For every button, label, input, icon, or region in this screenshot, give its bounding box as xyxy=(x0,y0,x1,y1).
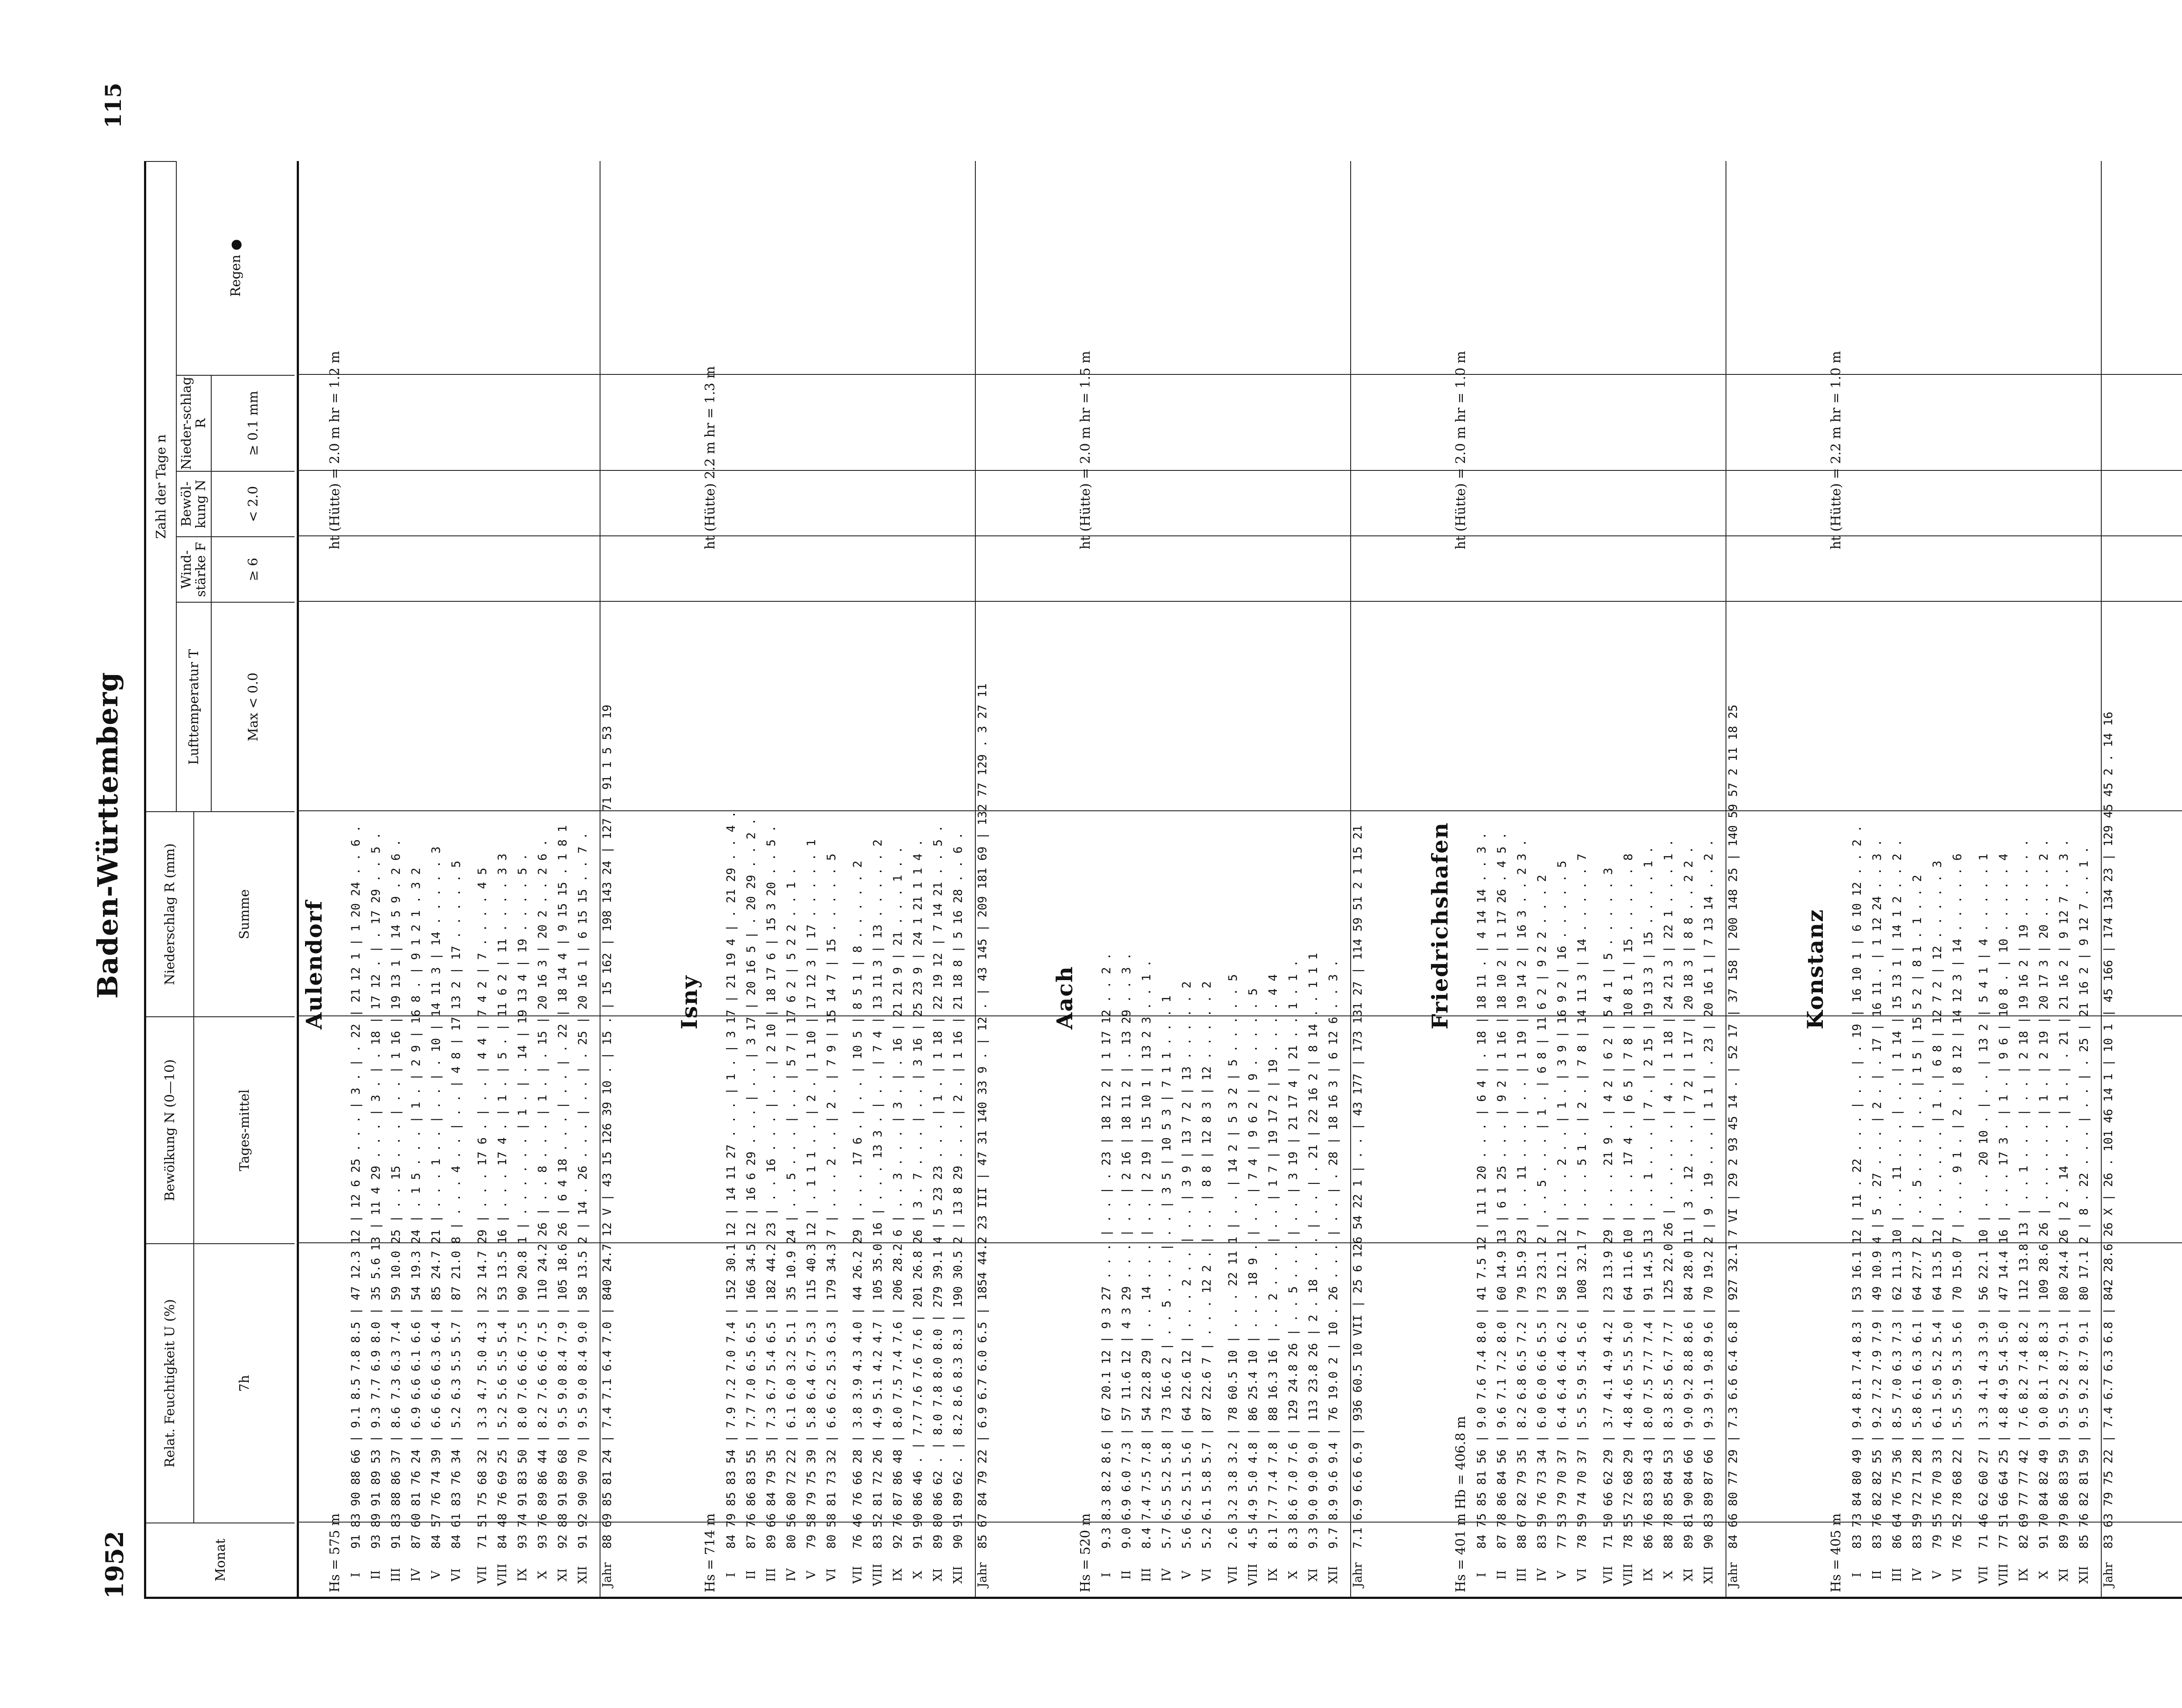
station-section xyxy=(1427,161,1802,1597)
table-row xyxy=(1890,161,1904,1597)
row-values: 89 81 90 84 66 | 9.0 9.2 8.8 8.6 | 84 28.0 11 | 3 . 12 . . . | 7 2 | 1 17 | 20 18 3 | 8 8 . . 2 2 . xyxy=(1682,846,1695,1549)
month-label: III xyxy=(389,1568,403,1582)
table-row xyxy=(1246,161,1260,1597)
table-row xyxy=(600,161,614,1597)
month-label: XI xyxy=(556,1568,570,1581)
month-label: III xyxy=(1140,1568,1153,1582)
row-values: 88 69 85 81 24 | 7.4 7.1 6.4 7.0 | 840 24.7 12 V | 43 15 126 39 10 . | 15 . | 15 162 | 198 143 24 | 127 71 91 1 5 53 19 xyxy=(600,704,614,1549)
station-name: Isny xyxy=(676,975,702,1029)
table-row xyxy=(1642,161,1656,1597)
table-row xyxy=(476,161,490,1597)
month-label: VI xyxy=(825,1568,838,1582)
row-values: 83 76 82 82 55 | 9.2 7.2 7.9 7.9 | 49 10.9 4 | 5 . 27 . . . | 2 . | . 17 | 16 11 . | 1 12 24 . . 3 . xyxy=(1870,839,1884,1549)
bew-cols-label: Tages-mittel xyxy=(237,1089,252,1171)
row-values: 80 56 80 72 22 | 6.1 6.0 3.2 5.1 | 35 10.9 24 | . . 5 . . . | . . | 5 7 | 17 6 2 | 5 2 2 . . 1 . xyxy=(785,868,798,1549)
month-label: I xyxy=(1850,1572,1864,1578)
row-values: 85 76 82 81 59 | 9.5 9.2 8.7 9.1 | 80 17.1 2 | 8 . 22 . . . | . . | . 25 | 21 16 2 | 9 12 7 . . 1 . xyxy=(2077,846,2091,1549)
table-row xyxy=(1266,161,1280,1597)
table-row xyxy=(724,161,738,1597)
month-label: V xyxy=(1555,1571,1569,1579)
station-instrument-heights: ht (Hütte) = 2.0 m hr = 1.2 m xyxy=(327,351,343,549)
month-label: XII xyxy=(1327,1566,1340,1584)
table-body xyxy=(297,161,2182,1599)
table-row xyxy=(369,161,383,1597)
lt-cols-label: Max < 0.0 xyxy=(245,672,261,741)
table-row xyxy=(1555,161,1569,1597)
row-values: 88 67 82 79 35 | 8.2 6.8 6.5 7.2 | 79 15.9 23 | . . 11 . . . | . . | 1 19 | 19 14 2 | 16 3 . . 2 3 . xyxy=(1515,839,1529,1549)
station-name: Friedrichshafen xyxy=(1427,822,1453,1029)
header-monat: Monat xyxy=(146,1523,295,1597)
table-row xyxy=(871,161,885,1597)
row-values: 86 76 83 83 43 | 8.0 7.5 7.7 7.4 | 91 14.5 13 | . . 1 . . . | 7 . | 2 15 | 19 13 3 | 15 . . . . 1 . xyxy=(1642,846,1655,1549)
table-row xyxy=(556,161,570,1597)
station-section xyxy=(1052,161,1427,1597)
header-zahl: Zahl der Tage n xyxy=(146,161,177,811)
row-values: 5.2 6.1 5.8 5.7 | 87 22.6 7 | . . . 12 2 . | . . | 8 8 | 12 8 3 | 12 . . . . . 2 xyxy=(1200,981,1214,1549)
table-row xyxy=(825,161,839,1597)
station-height: Hs = 401 m Hb = 406.8 m xyxy=(1453,1416,1468,1592)
niedt-cols-label: ≥ 0.1 mm xyxy=(245,391,261,456)
month-label: VII xyxy=(851,1566,865,1584)
row-values: 9.3 9.0 9.0 9.0 | 113 23.8 26 | 2 . 18 . . . | . . | . 21 | 22 16 2 | 8 14 . . 1 1 1 xyxy=(1307,953,1320,1549)
month-label: X xyxy=(911,1571,925,1579)
table-row xyxy=(911,161,925,1597)
header-bewoelkung: Bewölkung N (0—10) xyxy=(146,1016,194,1243)
wind-cols-label: ≥ 6 xyxy=(245,558,261,581)
table-row xyxy=(2057,161,2071,1597)
month-label: IX xyxy=(2017,1568,2031,1581)
table-row xyxy=(409,161,423,1597)
row-values: 78 55 72 68 29 | 4.8 4.6 5.5 5.0 | 64 11.6 10 | . . . 17 4 . | 6 5 | 7 8 | 10 8 1 | 15 . . . . . 8 xyxy=(1622,853,1635,1549)
table-row xyxy=(1702,161,1716,1597)
month-label: VIII xyxy=(496,1564,509,1586)
station-section xyxy=(301,161,676,1597)
month-label: II xyxy=(744,1570,758,1580)
header-phen-cols xyxy=(177,161,295,375)
table-row xyxy=(805,161,819,1597)
row-values: 87 60 81 76 24 | 6.9 6.6 6.1 6.6 | 54 19.3 24 | . 1 5 . . . | 1 . | 2 9 | 16 8 . | 9 1 2 1 . 3 2 xyxy=(409,868,423,1549)
row-values: 5.6 6.2 5.1 5.6 | 64 22.6 12 | . . . 2 . . | . . | 3 9 | 13 7 2 | 13 . . . . . 2 xyxy=(1180,981,1194,1549)
row-values: 92 88 91 89 68 | 9.5 9.0 8.4 7.9 | 105 18.6 26 | 6 4 18 . . . | . . | . 22 | 18 14 4 | 9 15 15 . 1 8 1 xyxy=(556,825,570,1549)
feuchte-cols-label: 7h xyxy=(237,1375,252,1392)
row-values: 80 58 81 73 32 | 6.6 6.2 5.3 6.3 | 179 34.3 7 | . . . 2 . . | 2 . | 7 9 | 15 14 7 | 15 . . . . . 5 xyxy=(825,853,838,1549)
table-row xyxy=(1307,161,1321,1597)
table-row xyxy=(1911,161,1925,1597)
row-values: 91 83 90 88 66 | 9.1 8.5 7.8 8.5 | 47 12.3 12 | 12 6 25 . . . | 3 . | . 22 | 21 12 1 | 1 20 24 . . 6 . xyxy=(349,825,363,1549)
table-row xyxy=(429,161,443,1597)
month-label: XI xyxy=(2057,1568,2071,1581)
row-values: 83 59 76 73 34 | 6.0 6.0 6.6 5.5 | 73 23.1 2 | . . 5 . . . | 1 . | 6 8 | 11 6 2 | 9 2 2 . . . 2 xyxy=(1535,875,1549,1549)
month-label: III xyxy=(765,1568,778,1582)
month-label: VII xyxy=(1226,1566,1240,1584)
month-label: V xyxy=(1180,1571,1194,1579)
month-label: IX xyxy=(516,1568,529,1581)
page-number: 115 xyxy=(100,82,126,128)
table-row xyxy=(1662,161,1676,1597)
month-label: XII xyxy=(576,1566,590,1584)
month-label: IX xyxy=(1266,1568,1280,1581)
table-row xyxy=(1951,161,1965,1597)
month-label: Jahr xyxy=(600,1562,614,1588)
month-label: IV xyxy=(1535,1568,1549,1582)
row-values: 71 51 75 68 32 | 3.3 4.7 5.0 4.3 | 32 14.7 29 | . . . 17 6 . | . . | 4 4 | 7 4 2 | 7 . . . . 4 5 xyxy=(476,868,489,1549)
row-values: 78 59 74 70 37 | 5.5 5.9 5.4 5.6 | 108 32.1 7 | . . . 5 1 . | 2 . | 7 8 | 14 11 3 | 14 . . . . . 7 xyxy=(1575,853,1589,1549)
station-height: Hs = 714 m xyxy=(703,1513,718,1592)
row-values: 77 51 66 64 25 | 4.8 4.9 5.4 5.0 | 47 14.4 16 | . . . 17 3 . | 1 . | 9 6 | 10 8 . | 10 . . . . . 4 xyxy=(1997,853,2010,1549)
row-values: 71 46 62 60 27 | 3.3 4.1 4.3 3.9 | 56 22.1 10 | . . . 20 10 . | . . | 13 2 | 5 4 1 | 4 . . . . . 1 xyxy=(1977,853,1990,1549)
table-row xyxy=(1535,161,1549,1597)
row-values: 84 66 80 77 29 | 7.3 6.6 6.4 6.8 | 927 32.1 7 VI | 29 2 93 45 14 . | 52 17 | 37 158 | 200 148 25 | 140 59 57 2 11 18 25 xyxy=(1726,704,1740,1549)
header-nied-cols xyxy=(194,811,295,1016)
row-values: 82 69 77 77 42 | 7.6 8.2 7.4 8.2 | 112 13.8 13 | . . 1 . . . | . . | 2 18 | 19 16 2 | 19 . . . . . . xyxy=(2017,839,2031,1549)
header-lufttemp: Lufttemperatur T xyxy=(177,602,212,811)
row-values: 7.1 6.9 6.6 6.9 | 936 60.5 10 VII | 25 6 126 54 22 1 | . . | 43 177 | 173 131 27 | 114 59 51 2 1 15 21 xyxy=(1351,825,1365,1549)
row-values: 89 66 84 79 35 | 7.3 6.7 5.4 6.5 | 182 44.2 23 | . . 16 . . . | . . | 2 10 | 18 17 6 | 15 3 20 . . 5 . xyxy=(765,825,778,1549)
table-row xyxy=(2077,161,2091,1597)
month-label: II xyxy=(369,1570,383,1580)
row-values: 79 58 79 75 39 | 5.8 6.4 6.7 5.3 | 115 40.3 12 | . 1 1 1 . . | 2 . | 1 10 | 17 12 3 | 17 . . . . . 1 xyxy=(805,839,818,1549)
table-row xyxy=(2017,161,2031,1597)
month-label: VIII xyxy=(1622,1564,1635,1586)
row-values: 93 76 89 86 44 | 8.2 7.6 6.6 7.5 | 110 24.2 26 | . . 8 . . . | 1 . | . 15 | 20 16 3 | 20 2 . . 2 6 . xyxy=(536,839,549,1549)
page-year: 1952 xyxy=(100,1531,129,1599)
header-bewoelkung-cols xyxy=(194,1016,295,1243)
station-height: Hs = 575 m xyxy=(327,1513,343,1592)
table-row xyxy=(765,161,779,1597)
header-nied-tage: Nieder-schlag R xyxy=(177,375,212,471)
header-lufttemp-cols xyxy=(212,602,295,811)
table-row xyxy=(516,161,530,1597)
month-label: XII xyxy=(1702,1566,1715,1584)
row-values: 89 80 86 62 . | 8.0 7.8 8.0 8.0 | 279 39.1 4 | 5 23 23 . . . | 1 . | 1 18 | 22 19 12 | 7 14 21 . . 5 . xyxy=(931,825,945,1549)
table-row xyxy=(1160,161,1174,1597)
table-row xyxy=(496,161,510,1597)
row-values: 93 89 91 89 53 | 9.3 7.7 6.9 8.0 | 35 5.6 13 | 11 4 29 . . . | 3 . | . 18 | 17 12 . | . 17 29 . . 5 . xyxy=(369,832,383,1549)
row-values: 85 67 84 79 22 | 6.9 6.7 6.0 6.5 | 1854 44.2 23 III | 47 31 140 33 9 . | 12 . | 43 145 | 209 181 69 | 132 77 129 . 3 27 11 xyxy=(976,683,989,1549)
month-label: I xyxy=(724,1572,738,1578)
month-label: I xyxy=(1100,1572,1113,1578)
month-label: IV xyxy=(409,1568,423,1582)
row-values: 9.3 8.3 8.2 8.6 | 67 20.1 12 | 9 3 27 . . . | . . | . 23 | 18 12 2 | 1 17 12 . . 2 . xyxy=(1100,953,1113,1549)
table-row xyxy=(1515,161,1529,1597)
table-row xyxy=(1200,161,1214,1597)
table-row xyxy=(891,161,905,1597)
table-row xyxy=(1140,161,1154,1597)
month-label: V xyxy=(1931,1571,1944,1579)
month-label: Jahr xyxy=(1726,1562,1740,1588)
month-label: XI xyxy=(1307,1568,1320,1581)
month-label: X xyxy=(1287,1571,1300,1579)
row-values: 91 70 84 82 49 | 9.0 8.1 7.8 8.3 | 109 28.6 26 | . . . . . . | 1 . | 2 19 | 20 17 3 | 20 . . . . 2 . xyxy=(2037,839,2051,1549)
table-row xyxy=(2101,161,2116,1597)
station-instrument-heights: ht (Hütte) 2.2 m hr = 1.3 m xyxy=(703,366,718,549)
table-row xyxy=(1726,161,1740,1597)
station-instrument-heights: ht (Hütte) = 2.2 m hr = 1.0 m xyxy=(1829,351,1844,549)
station-section xyxy=(1802,161,2178,1597)
header-bew-tage-cols xyxy=(212,471,295,536)
row-values: 86 64 76 75 36 | 8.5 7.0 6.3 7.3 | 62 11.3 10 | . . 11 . . . | . . | 1 14 | 15 13 1 | 14 1 2 . . 2 . xyxy=(1890,839,1904,1549)
table-row xyxy=(1327,161,1341,1597)
table-row xyxy=(1931,161,1945,1597)
header-bew-tage: Bewöl-kung N xyxy=(177,471,212,536)
table-row xyxy=(536,161,550,1597)
table-row xyxy=(1997,161,2011,1597)
header-niederschlag: Niederschlag R (mm) xyxy=(146,811,194,1016)
month-label: VIII xyxy=(1246,1564,1260,1586)
table-row xyxy=(931,161,945,1597)
month-label: IV xyxy=(1911,1568,1924,1582)
row-values: 90 91 89 62 . | 8.2 8.6 8.3 8.3 | 190 30.5 2 | 13 8 29 . . . | 2 . | 1 16 | 21 18 8 | 5 16 28 . . 6 . xyxy=(951,832,965,1549)
row-values: 87 78 86 84 56 | 9.6 7.1 7.2 8.0 | 60 14.9 13 | 6 1 25 . . . | 9 2 | 1 16 | 18 10 2 | 1 17 26 . 4 5 . xyxy=(1495,832,1509,1549)
month-label: X xyxy=(1662,1571,1675,1579)
month-label: IV xyxy=(785,1568,798,1582)
month-label: XI xyxy=(1682,1568,1695,1581)
row-values: 83 63 79 75 22 | 7.4 6.7 6.3 6.8 | 842 28.6 26 X | 26 . 101 46 14 1 | 10 1 | 45 166 | 174 134 23 | 129 45 45 2 . 14 16 xyxy=(2102,711,2115,1549)
table-row xyxy=(1180,161,1194,1597)
table-row xyxy=(975,161,990,1597)
row-values: 4.5 4.9 5.0 4.8 | 86 25.4 10 | . . . 18 9 . | . . | 7 4 | 9 6 2 | 9 . . . . . 5 xyxy=(1246,988,1260,1549)
table-row xyxy=(1977,161,1991,1597)
table-row xyxy=(1120,161,1134,1597)
table-row xyxy=(744,161,758,1597)
month-label: VI xyxy=(1200,1568,1214,1582)
row-values: 76 46 76 66 28 | 3.8 3.9 4.3 4.0 | 44 26.2 29 | . . . 17 6 . | . . | 10 5 | 8 5 1 | 8 . . . . . 2 xyxy=(851,861,865,1549)
station-name: Aach xyxy=(1052,966,1077,1029)
table-row xyxy=(1100,161,1114,1597)
station-height: Hs = 405 m xyxy=(1829,1513,1844,1592)
row-values: 8.4 7.4 7.5 7.8 | 54 22.8 29 | . . 14 . . . | . . | 2 19 | 15 10 1 | 13 2 3 . . 1 . xyxy=(1140,960,1153,1549)
row-values: 2.6 3.2 3.8 3.2 | 78 60.5 10 | . . . 22 11 1 | . . | 14 2 | 5 3 2 | 5 . . . . . 5 xyxy=(1226,974,1240,1549)
month-label: X xyxy=(2037,1571,2051,1579)
row-values: 84 57 76 74 39 | 6.6 6.6 6.3 6.4 | 85 24.7 21 | . . . 1 . . | . . | . 10 | 14 11 3 | 14 . . . . . 3 xyxy=(429,846,443,1549)
month-label: I xyxy=(349,1572,363,1578)
month-label: VII xyxy=(1977,1566,1990,1584)
row-values: 88 78 85 84 53 | 8.3 8.5 6.7 7.7 | 125 22.0 26 | . . . . . . | 4 . | 1 18 | 24 21 3 | 22 1 . . . 1 . xyxy=(1662,839,1675,1549)
month-label: VII xyxy=(476,1566,489,1584)
table-header xyxy=(144,161,299,1599)
month-label: II xyxy=(1495,1570,1509,1580)
row-values: 93 74 91 83 50 | 8.0 7.6 6.6 7.5 | 90 20.8 1 | . . . . . . | 1 . | . 14 | 19 13 4 | 19 . . . . 5 . xyxy=(516,853,529,1549)
station-name: Konstanz xyxy=(1802,909,1828,1029)
month-label: V xyxy=(805,1571,818,1579)
row-values: 76 52 78 68 22 | 5.5 5.9 5.3 5.6 | 70 15.0 7 | . . . 9 1 . | 2 . | 8 12 | 14 12 3 | 14 . . . . . 6 xyxy=(1951,853,1964,1549)
row-values: 8.3 8.6 7.0 7.6 | 129 24.8 26 | . . 5 . . . | . . | 3 19 | 21 17 4 | 21 . . 1 . 1 . xyxy=(1287,960,1300,1549)
month-label: IX xyxy=(891,1568,905,1581)
month-label: III xyxy=(1890,1568,1904,1582)
month-label: VIII xyxy=(1997,1564,2010,1586)
month-label: XI xyxy=(931,1568,945,1581)
table-row xyxy=(1495,161,1509,1597)
table-row xyxy=(951,161,965,1597)
row-values: 79 55 76 70 33 | 6.1 5.0 5.2 5.4 | 64 13.5 12 | . . . . . . | 1 . | 6 8 | 12 7 2 | 12 . . . . . 3 xyxy=(1931,861,1944,1549)
row-values: 5.7 6.5 5.2 5.8 | 73 16.6 2 | . . 5 . . . | . . | 3 5 | 10 5 3 | 7 1 1 . . . 1 xyxy=(1160,995,1173,1549)
header-wind: Wind-stärke F xyxy=(177,536,212,602)
month-label: I xyxy=(1475,1572,1489,1578)
row-values: 91 92 90 90 70 | 9.5 9.0 8.4 9.0 | 58 13.5 2 | 14 . 26 . . . | . . | . 25 | 20 16 1 | 6 15 15 . . 7 . xyxy=(576,832,590,1549)
row-values: 90 83 89 87 66 | 9.3 9.1 9.8 9.6 | 70 19.2 2 | 9 . 19 . . . | 1 1 | . 23 | 20 16 1 | 7 13 14 . . 2 . xyxy=(1702,839,1715,1549)
month-label: XII xyxy=(951,1566,965,1584)
row-values: 84 48 76 69 25 | 5.2 5.6 5.5 5.4 | 53 13.5 16 | . . . 17 4 . | 1 . | 5 . | 11 6 2 | 11 . . . . 3 3 xyxy=(496,853,509,1549)
table-row xyxy=(449,161,463,1597)
station-instrument-heights: ht (Hütte) = 2.0 m hr = 1.0 m xyxy=(1453,351,1468,549)
row-values: 91 90 86 46 . | 7.7 7.6 7.6 7.6 | 201 26.8 26 | 3 . 7 . . . | . . | 3 16 | 25 23 9 | 24 1 21 1 1 4 . xyxy=(911,839,925,1549)
row-values: 92 76 87 86 48 | 8.0 7.5 7.4 7.6 | 206 28.2 6 | . . 3 . . . | 3 . | . 16 | 21 21 9 | 21 . . . 1 . . xyxy=(891,846,905,1549)
month-label: XII xyxy=(2077,1566,2091,1584)
station-instrument-heights: ht (Hütte) = 2.0 m hr = 1.5 m xyxy=(1078,351,1093,549)
station-section xyxy=(676,161,1052,1597)
row-values: 71 50 66 62 29 | 3.7 4.1 4.9 4.2 | 23 13.9 29 | . . . 21 9 . | 4 2 | 6 2 | 5 4 1 | 5 . . . . . 3 xyxy=(1602,868,1615,1549)
row-values: 91 83 88 86 37 | 8.6 7.3 6.3 7.4 | 59 10.0 25 | . . 15 . . . | . . | 1 16 | 19 13 1 | 14 5 9 . 2 6 . xyxy=(389,839,403,1549)
month-label: VIII xyxy=(871,1564,885,1586)
month-label: VI xyxy=(1575,1568,1589,1582)
month-label: VI xyxy=(449,1568,463,1582)
table-row xyxy=(1602,161,1616,1597)
table-row xyxy=(2037,161,2051,1597)
table-row xyxy=(349,161,363,1597)
table-row xyxy=(576,161,590,1597)
phen-cols-label: Regen ● xyxy=(228,239,244,297)
row-values: 9.7 8.9 9.6 9.4 | 76 19.0 2 | 10 . 26 . . . | . . | . 28 | 18 16 3 | 6 12 6 . . 3 . xyxy=(1327,960,1340,1549)
month-label: V xyxy=(429,1571,443,1579)
table-row xyxy=(1226,161,1240,1597)
row-values: 83 73 84 80 49 | 9.4 8.1 7.4 8.3 | 53 16.1 12 | 11 . 22 . . . | . . | . 19 | 16 10 1 | 6 10 12 . . 2 . xyxy=(1850,825,1864,1549)
row-values: 84 79 85 83 54 | 7.9 7.2 7.0 7.4 | 152 30.1 12 | 14 11 27 . . . | 1 . | 3 17 | 21 19 4 | . 21 29 . . 4 . xyxy=(724,811,738,1549)
month-label: Jahr xyxy=(976,1562,989,1588)
table-row xyxy=(1287,161,1300,1597)
table-row xyxy=(1575,161,1589,1597)
month-label: VII xyxy=(1602,1566,1615,1584)
month-label: III xyxy=(1515,1568,1529,1582)
row-values: 83 52 81 72 26 | 4.9 5.1 4.2 4.7 | 105 35.0 16 | . . . 13 3 . | . . | 7 4 | 13 11 3 | 13 . . . . . 2 xyxy=(871,839,885,1549)
header-feuchte-cols xyxy=(194,1243,295,1523)
row-values: 77 53 79 70 37 | 6.4 6.4 6.4 6.2 | 58 12.1 12 | . . . 2 . . | 1 . | 3 9 | 16 9 2 | 16 . . . . . 5 xyxy=(1555,861,1569,1549)
nied-cols-label: Summe xyxy=(237,889,252,940)
month-label: VI xyxy=(1951,1568,1964,1582)
table-row xyxy=(1350,161,1365,1597)
month-label: II xyxy=(1870,1570,1884,1580)
station-name: Aulendorf xyxy=(301,900,327,1029)
station-height: Hs = 520 m xyxy=(1078,1513,1093,1592)
header-nied-tage-cols xyxy=(212,375,295,471)
table-row xyxy=(785,161,799,1597)
table-row xyxy=(851,161,865,1597)
table-row xyxy=(1870,161,1884,1597)
bewt-cols-label: < 2.0 xyxy=(245,486,261,522)
row-values: 83 59 72 71 28 | 5.8 6.1 6.3 6.1 | 64 27.7 2 | . . 5 . . . | . . | 1 5 | 15 5 2 | 8 1 . 1 . . 2 xyxy=(1911,875,1924,1549)
month-label: Jahr xyxy=(1351,1562,1365,1588)
month-label: X xyxy=(536,1571,549,1579)
table-row xyxy=(1475,161,1489,1597)
month-label: IV xyxy=(1160,1568,1173,1582)
table-row xyxy=(1850,161,1864,1597)
header-wind-cols xyxy=(212,536,295,602)
row-values: 9.0 6.9 6.0 7.3 | 57 11.6 12 | 4 3 29 . . . | . . | 2 16 | 18 11 2 | . 13 29 . . 3 . xyxy=(1120,953,1133,1549)
row-values: 87 76 86 83 55 | 7.7 7.0 6.5 6.5 | 166 34.5 12 | 16 6 29 . . . | . . | 3 17 | 20 16 5 | . 20 29 . . 2 . xyxy=(744,818,758,1549)
row-values: 89 79 86 83 59 | 9.5 9.2 8.7 9.1 | 80 24.4 26 | 2 . 14 . . . | 1 . | . 21 | 21 16 2 | 9 12 7 . . 3 . xyxy=(2057,839,2071,1549)
row-values: 8.1 7.7 7.4 7.8 | 88 16.3 16 | . . 2 . . . | . . | 1 7 | 19 17 2 | 19 . . . . 4 4 xyxy=(1266,974,1280,1549)
table-row xyxy=(389,161,403,1597)
month-label: IX xyxy=(1642,1568,1655,1581)
state-title: Baden-Württemberg xyxy=(92,672,124,999)
month-label: II xyxy=(1120,1570,1133,1580)
month-label: Jahr xyxy=(2102,1562,2115,1588)
row-values: 84 75 85 81 56 | 9.0 7.6 7.4 8.0 | 41 7.5 12 | 11 1 20 . . . | 6 4 | . 18 | 18 11 . | 4 14 14 . . 3 . xyxy=(1475,832,1489,1549)
table-row xyxy=(1622,161,1636,1597)
header-feuchte: Relat. Feuchtigkeit U (%) xyxy=(146,1243,194,1523)
table-row xyxy=(1682,161,1696,1597)
row-values: 84 61 83 76 34 | 5.2 6.3 5.5 5.7 | 87 21.0 8 | . . . 4 . . | . . | 4 8 | 17 13 2 | 17 . . . . . 5 xyxy=(449,861,463,1549)
